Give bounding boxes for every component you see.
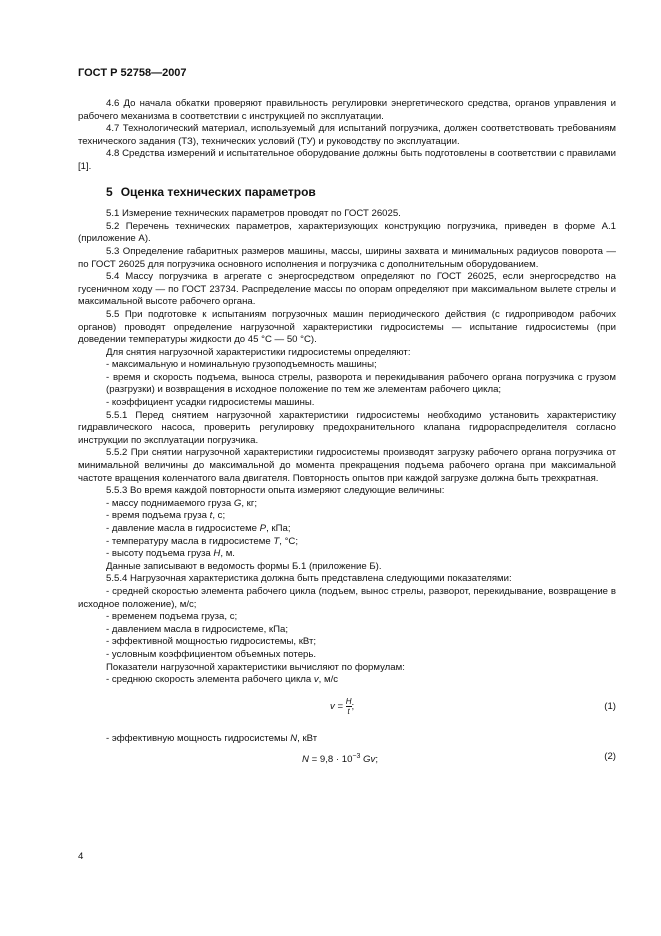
list-item: - время и скорость подъема, выноса стрелы, разворота и перекидывания рабочего органа погрузчика с грузом (разгрузки) и возвращения в исходное положение по тем же элементам рабочего цикла; (78, 372, 616, 397)
list-item: - температуру масла в гидросистеме T, °С; (78, 536, 616, 549)
paragraph-5-2: 5.2 Перечень технических параметров, характеризующих конструкцию погрузчика, приведен в форме А.1 (приложение А). (78, 220, 616, 245)
formula-2-number: (2) (604, 751, 616, 763)
list-item: - максимальную и номинальную грузоподъемность машины; (78, 359, 616, 372)
paragraph-5-5-3-after: Данные записывают в ведомость формы Б.1 (приложение Б). (106, 560, 382, 572)
paragraph-5-3: 5.3 Определение габаритных размеров машины, массы, ширины захвата и минимальных радиусов поворота — по ГОСТ 26025 для погрузчика основного исполнения и погрузчика с дополнительным оборудованием. (78, 245, 616, 270)
paragraph-5-5-3: 5.5.3 Во время каждой повторности опыта измеряют следующие величины: (106, 485, 445, 497)
list-item: - коэффициент усадки гидросистемы машины. (78, 397, 616, 410)
list-item: - время подъема груза t, с; (78, 510, 616, 523)
formula-1 (78, 693, 616, 723)
paragraph-5-5-1: 5.5.1 Перед снятием нагрузочной характеристики гидросистемы необходимо установить характеристику гидравлического насоса, проверить регулировку предохранительного клапана гидрораспределителя согласно инструкции по эксплуатации погрузчика. (78, 409, 616, 446)
formula-1-expression: v = $\frac{H}{t}$ ; (330, 696, 355, 716)
list-item: - эффективной мощностью гидросистемы, кВт; (78, 636, 616, 649)
section-heading (106, 186, 616, 199)
paragraph-5-5-intro: Для снятия нагрузочной характеристики гидросистемы определяют: (106, 346, 411, 358)
paragraph-4-7: 4.7 Технологический материал, используемый для испытаний погрузчика, должен соответствовать требованиям технического задания (ТЗ), технических условий (ТУ) и руководству по эксплуатации. (78, 123, 616, 147)
paragraph-5-1: 5.1 Измерение технических параметров проводят по ГОСТ 26025. (106, 208, 401, 220)
list-item: - давление масла в гидросистеме P, кПа; (78, 523, 616, 536)
section-title: Оценка технических параметров (120, 184, 316, 199)
formula-1-number: (1) (604, 700, 616, 712)
list-item: - временем подъема груза, с; (78, 611, 616, 624)
formula-2-expression: $N = 9,8 \cdot 10^{-3}$ Gv; (302, 753, 378, 766)
paragraph-5-5: 5.5 При подготовке к испытаниям погрузочных машин периодического действия (с гидроприводом рабочих органов) проводят определение нагрузочной характеристики гидросистемы — испытание гидросистемы (при доведении температуры жидкости до 45 °С — 50 °С). (78, 308, 616, 346)
formulas-intro: Показатели нагрузочной характеристики вычисляют по формулам: (106, 661, 405, 673)
list-item: - массу поднимаемого груза G, кг; (78, 498, 616, 511)
list-item: - высоту подъема груза H, м. (78, 548, 616, 561)
paragraph-5-5-4: 5.5.4 Нагрузочная характеристика должна быть представлена следующими показателями: (106, 573, 512, 585)
paragraph-4-8: 4.8 Средства измерений и испытательное оборудование должны быть подготовлены в соответствии с правилами [1]. (78, 148, 616, 172)
list-item: - эффективную мощность гидросистемы N, кВт (78, 733, 616, 746)
list-item: - среднюю скорость элемента рабочего цикла v, м/с (78, 674, 616, 687)
document-body (78, 98, 616, 767)
list-item: - условным коэффициентом объемных потерь. (78, 649, 616, 662)
list-item: - давлением масла в гидросистеме, кПа; (78, 624, 616, 637)
paragraph-5-5-2: 5.5.2 При снятии нагрузочной характеристики гидросистемы производят загрузку рабочего органа погрузчика от минимальной величины до максимальной до момента прекращения подъема рабочего органа при максимальной частоте вращения коленчатого вала двигателя. Повторность опытов при каждой загрузке должна быть трехкратная. (78, 447, 616, 484)
document-header: ГОСТ Р 52758—2007 (78, 67, 187, 79)
page-number: 4 (78, 851, 84, 862)
paragraph-5-4: 5.4 Массу погрузчика в агрегате с энергосредством определяют по ГОСТ 26025, если энергосредство на гусеничном ходу — по ГОСТ 23734. Распределение массы по опорам определяют при максимальном вылете стрелы и максимальной высоте рабочего органа. (78, 271, 616, 308)
section-number: 5 (106, 184, 113, 199)
formula-2 (78, 751, 616, 767)
list-item-wrapped: - средней скоростью элемента рабочего цикла (подъем, вынос стрелы, разворот, перекидывание, возвращение в исходное положение), м/с; (78, 585, 616, 610)
paragraph-4-6: 4.6 До начала обкатки проверяют правильность регулировки энергетического средства, органов управления и рабочего механизма в соответствии с инструкцией по эксплуатации. (78, 98, 616, 122)
